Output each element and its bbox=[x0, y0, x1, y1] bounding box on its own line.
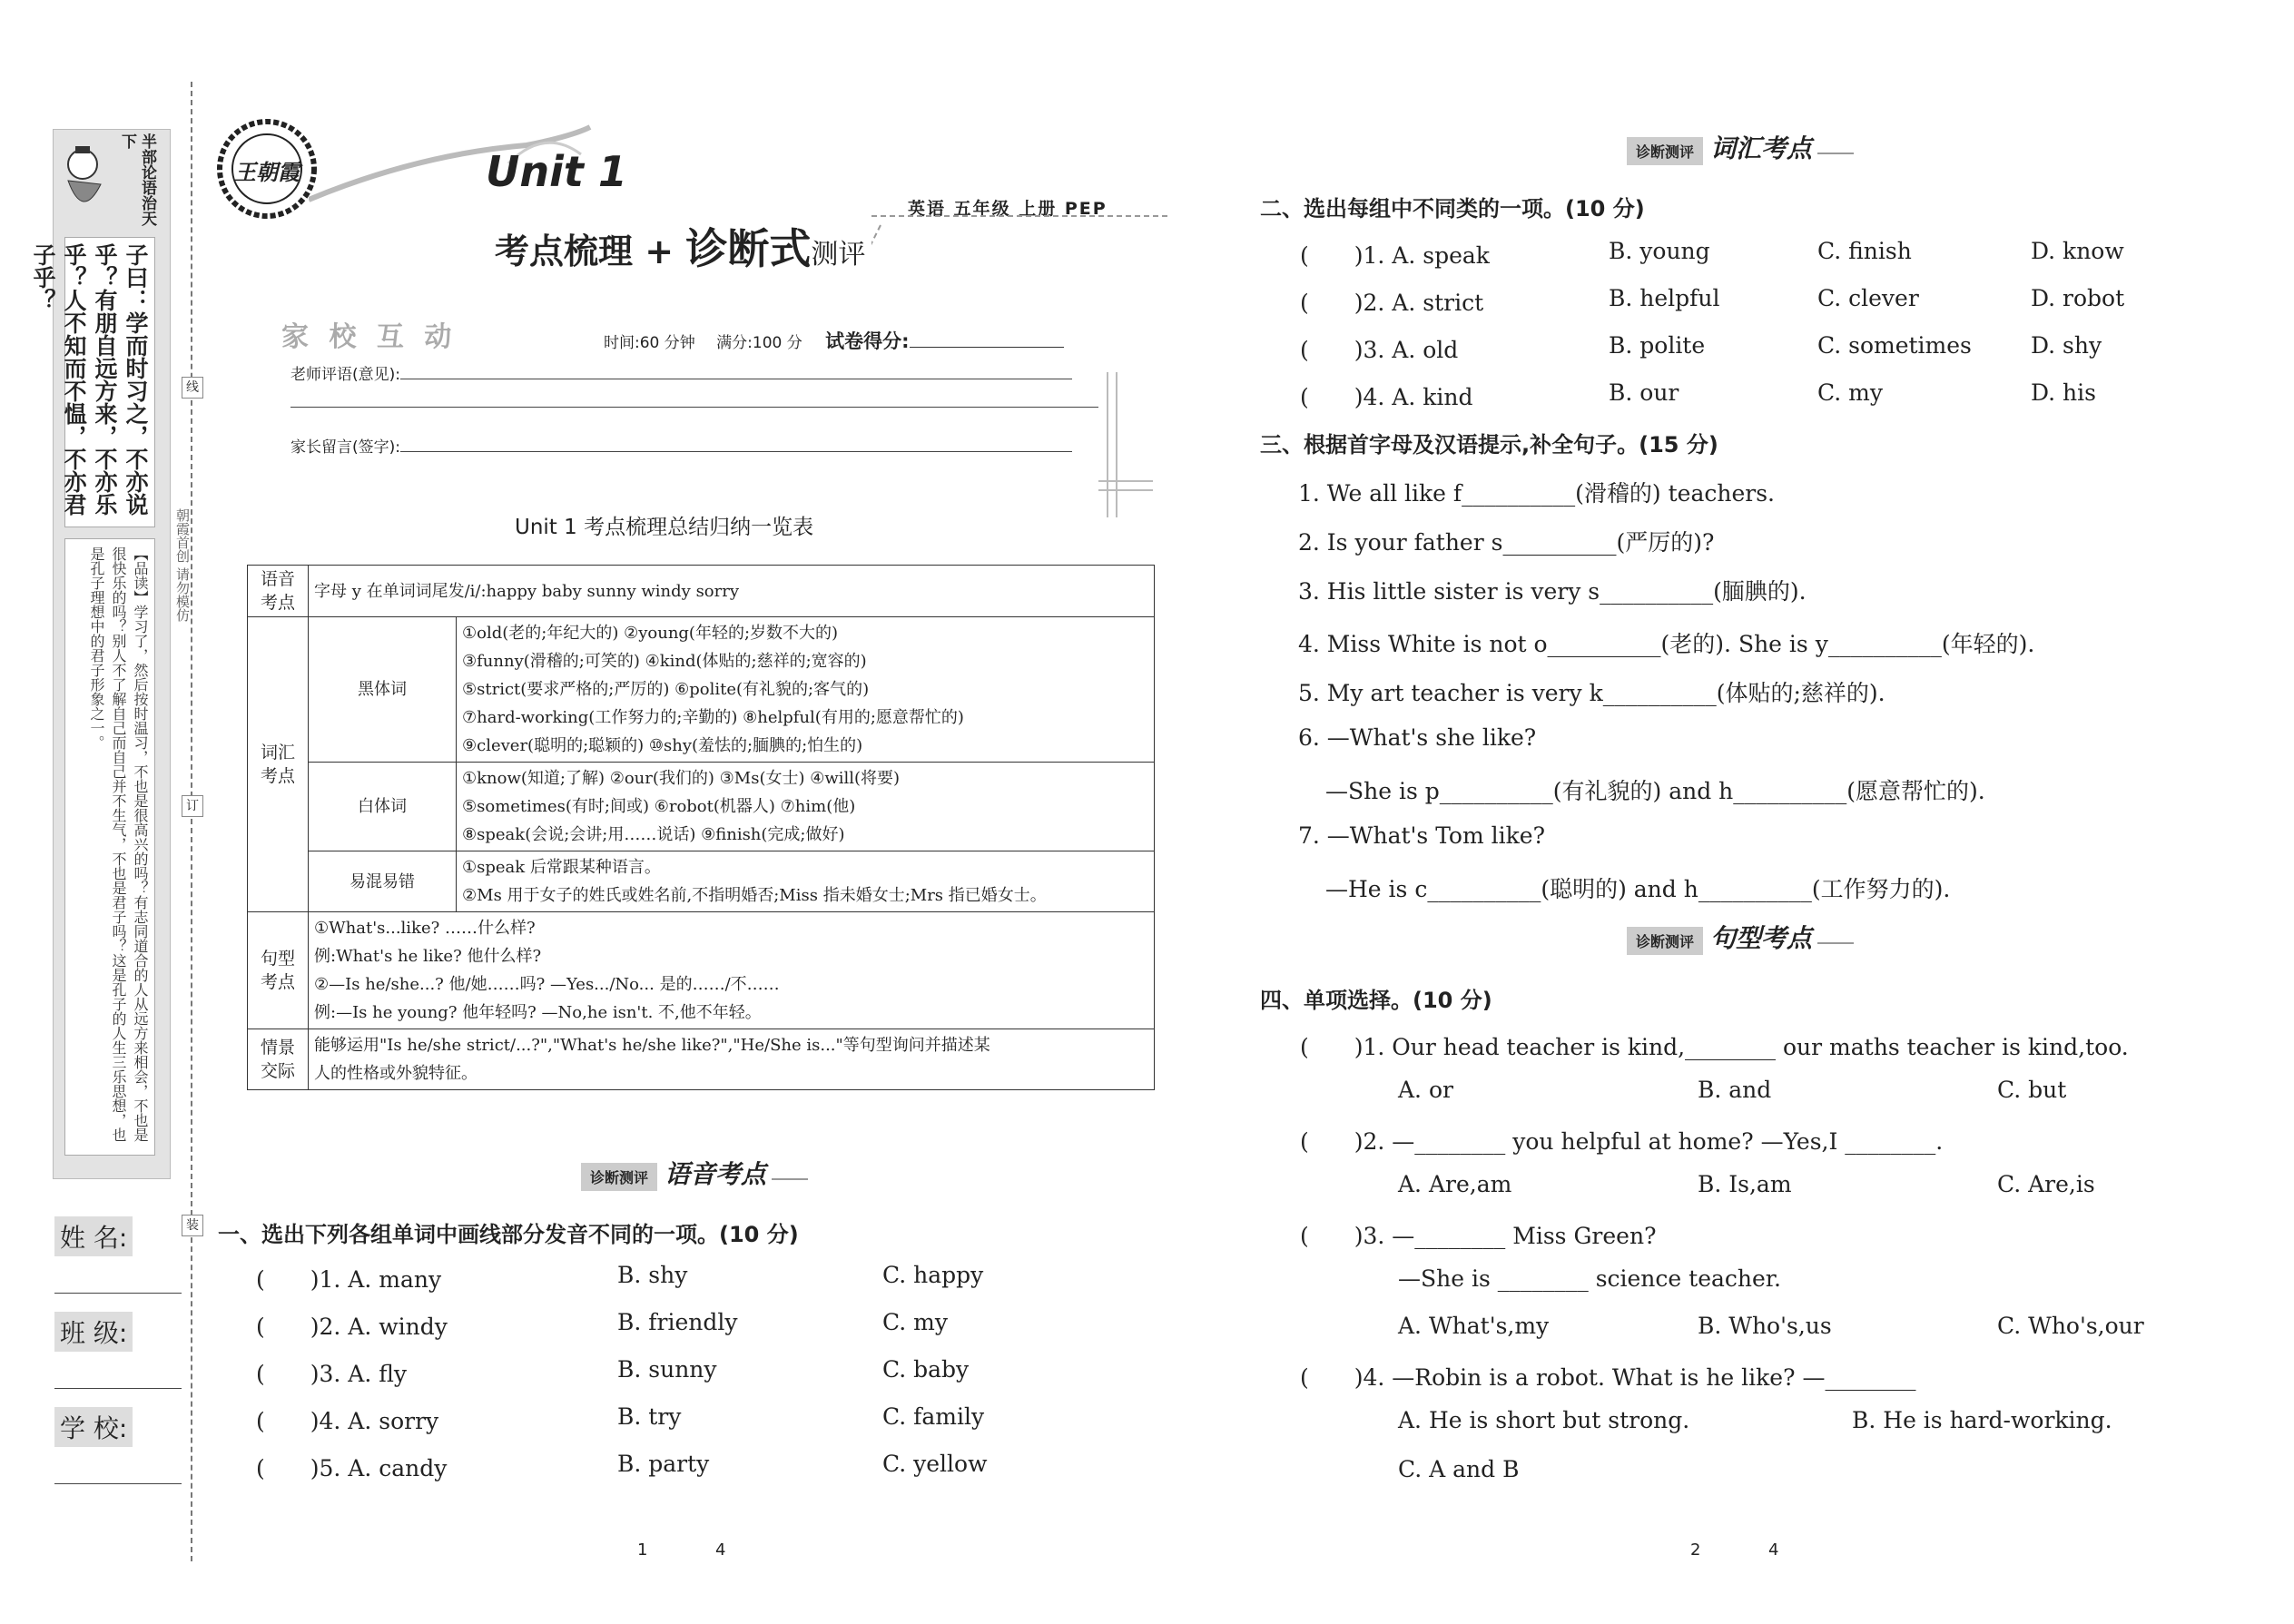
list-item: ③funny(滑稽的;可笑的) ④kind(体贴的;慈祥的;宽容的) bbox=[462, 652, 867, 671]
option-text: B. Is,am bbox=[1698, 1171, 1792, 1197]
quote-reading: 【品读】学习了，然后按时温习，不也是很高兴的吗？有志同道合的人从远方来相会，不也是很快乐的吗？别人不了解自己而自己并不生气，不也是君子吗？这是孔子的人生三乐思想，也是孔子理想中的君子形象之一。 bbox=[64, 538, 155, 1156]
exam-meta bbox=[604, 327, 1064, 354]
table-row bbox=[248, 617, 1155, 763]
page-number-left-a: 1 bbox=[637, 1540, 648, 1560]
score-label: 试卷得分: bbox=[825, 330, 910, 352]
banner-text: 句型考点 bbox=[1710, 923, 1813, 953]
sentence-head: 句型考点 bbox=[248, 912, 309, 1029]
list-item: ①What's...like? ……什么样? bbox=[314, 919, 536, 938]
home-school-label: 家 校 互 动 bbox=[281, 321, 458, 353]
option-text: B. polite bbox=[1609, 332, 1706, 359]
option-text: ( )2. A. windy bbox=[256, 1314, 448, 1340]
bold-head: 黑体词 bbox=[309, 617, 457, 763]
part3-line-2: 2. Is your father s__________(严厉的)? bbox=[1298, 529, 1715, 556]
part3-line-3: 3. His little sister is very s__________(腼腆的). bbox=[1298, 578, 1807, 605]
banner-box: 诊断测评 bbox=[581, 1163, 657, 1191]
arrow-icon bbox=[772, 1178, 808, 1180]
title-part-a: 考点梳理 bbox=[495, 231, 634, 271]
option-text: ( )5. A. candy bbox=[256, 1455, 448, 1481]
list-item: 例:—Is he young? 他年轻吗? —No,he isn't. 不,他不年轻。 bbox=[314, 1003, 762, 1022]
confucius-quote: 子曰：学而时习之，不亦说乎？有朋自远方来，不亦乐乎？人不知而不愠，不亦君子乎？ bbox=[64, 237, 155, 527]
option-text: ( )4. A. kind bbox=[1300, 384, 1473, 410]
binding-line bbox=[191, 82, 192, 1561]
option-text: C. yellow bbox=[882, 1451, 988, 1477]
summary-title: Unit 1 考点梳理总结归纳一览表 bbox=[515, 516, 814, 539]
phonics-cell: 字母 y 在单词词尾发/i/:happy baby sunny windy sorry bbox=[309, 566, 1155, 617]
cut-mark-3: 装 bbox=[182, 1215, 203, 1236]
part4-q4: ( )4. —Robin is a robot. What is he like? —________ bbox=[1300, 1364, 1916, 1391]
score-input[interactable] bbox=[910, 347, 1064, 348]
option-text: B. helpful bbox=[1609, 285, 1720, 311]
option-text: B. and bbox=[1698, 1077, 1772, 1103]
vocab-banner bbox=[1627, 129, 1854, 163]
option-text: ( )2. A. strict bbox=[1300, 290, 1484, 316]
option-text: B. shy bbox=[617, 1262, 688, 1288]
exam-full-score: 满分:100 分 bbox=[716, 334, 802, 352]
part4-q3-line2: —She is ________ science teacher. bbox=[1398, 1265, 1781, 1292]
page-title bbox=[495, 216, 865, 276]
option-text: D. know bbox=[2031, 238, 2124, 264]
cut-mark-2: 订 bbox=[182, 795, 203, 817]
banner-text: 词汇考点 bbox=[1710, 133, 1813, 163]
part4-q4-option-c: C. A and B bbox=[1398, 1456, 1520, 1482]
part3-title: 三、根据首字母及汉语提示,补全句子。(15 分) bbox=[1260, 432, 1718, 458]
sentence-banner bbox=[1627, 919, 1854, 953]
option-text: ( )3. A. old bbox=[1300, 337, 1459, 363]
answer-line[interactable] bbox=[54, 1355, 182, 1389]
logo-text: 王朝霞 bbox=[234, 159, 300, 185]
list-item: ⑧speak(会说;会讲;用……说话) ⑨finish(完成;做好) bbox=[462, 825, 845, 844]
list-item: ①old(老的;年纪大的) ②young(年轻的;岁数不大的) bbox=[462, 624, 839, 643]
brand-logo bbox=[216, 118, 318, 220]
page-number-left-b: 4 bbox=[715, 1540, 726, 1560]
class-field[interactable] bbox=[54, 1312, 182, 1389]
option-text: B. Who's,us bbox=[1698, 1313, 1832, 1339]
list-item: ⑦hard-working(工作努力的;辛勤的) ⑧helpful(有用的;愿意帮忙的) bbox=[462, 708, 964, 727]
option-text: A. What's,my bbox=[1398, 1313, 1550, 1339]
title-part-c: 测评 bbox=[811, 239, 866, 271]
summary-table bbox=[247, 565, 1155, 1090]
list-item: ①speak 后常跟某种语言。 bbox=[462, 858, 661, 877]
page-number-right-b: 4 bbox=[1768, 1540, 1779, 1560]
phonics-head: 语音考点 bbox=[248, 566, 309, 617]
list-item: ⑤strict(要求严格的;严厉的) ⑥polite(有礼貌的;客气的) bbox=[462, 680, 870, 699]
title-plus: + bbox=[645, 231, 674, 271]
page-number-right-a: 2 bbox=[1690, 1540, 1701, 1560]
list-item: ⑤sometimes(有时;间或) ⑥robot(机器人) ⑦him(他) bbox=[462, 797, 856, 816]
option-text: C. my bbox=[1817, 379, 1883, 406]
table-row bbox=[248, 851, 1155, 912]
banner-box: 诊断测评 bbox=[1627, 927, 1703, 955]
list-item: ①know(知道;了解) ②our(我们的) ③Ms(女士) ④will(将要) bbox=[462, 769, 901, 788]
title-part-b: 诊断式 bbox=[685, 224, 812, 273]
table-row bbox=[248, 763, 1155, 851]
option-text: C. Are,is bbox=[1997, 1171, 2095, 1197]
option-text: C. baby bbox=[882, 1356, 970, 1383]
option-text: ( )4. A. sorry bbox=[256, 1408, 439, 1434]
option-text: A. or bbox=[1398, 1077, 1453, 1103]
list-item: ②—Is he/she...? 他/她……吗? —Yes.../No... 是的……/不…… bbox=[314, 975, 780, 994]
part3-line-6: 6. —What's she like? bbox=[1298, 724, 1537, 751]
option-text: ( )1. A. many bbox=[256, 1266, 442, 1293]
part4-title: 四、单项选择。(10 分) bbox=[1260, 988, 1492, 1013]
answer-line[interactable] bbox=[54, 1260, 182, 1294]
option-text: D. shy bbox=[2031, 332, 2102, 359]
scene-cell bbox=[309, 1029, 1155, 1090]
bold-cell bbox=[457, 617, 1155, 763]
option-text: C. finish bbox=[1817, 238, 1912, 264]
option-text: A. Are,am bbox=[1398, 1171, 1512, 1197]
part3-line-1: 1. We all like f__________(滑稽的) teachers. bbox=[1298, 480, 1776, 507]
option-text: ( )3. A. fly bbox=[256, 1361, 408, 1387]
part4-q1: ( )1. Our head teacher is kind,________ our maths teacher is kind,too. bbox=[1300, 1034, 2129, 1060]
white-head: 白体词 bbox=[309, 763, 457, 851]
confuse-cell bbox=[457, 851, 1155, 912]
answer-line[interactable] bbox=[54, 1451, 182, 1484]
teacher-comment-line[interactable] bbox=[290, 361, 1108, 384]
option-text: B. try bbox=[617, 1403, 682, 1430]
part2-title: 二、选出每组中不同类的一项。(10 分) bbox=[1260, 196, 1645, 221]
part3-line-4: 4. Miss White is not o__________(老的). She is y__________(年轻的). bbox=[1298, 631, 2035, 657]
list-item: 人的性格或外貌特征。 bbox=[314, 1064, 478, 1083]
table-row bbox=[248, 912, 1155, 1029]
scene-head: 情景交际 bbox=[248, 1029, 309, 1090]
sentence-cell bbox=[309, 912, 1155, 1029]
list-item: 能够运用"Is he/she strict/...?","What's he/she like?","He/She is..."等句型询问并描述某 bbox=[314, 1036, 990, 1055]
part1-title: 一、选出下列各组单词中画线部分发音不同的一项。(10 分) bbox=[218, 1222, 799, 1247]
option-text: A. He is short but strong. bbox=[1398, 1407, 1690, 1433]
option-text: D. robot bbox=[2031, 285, 2125, 311]
part3-line-8: 7. —What's Tom like? bbox=[1298, 822, 1545, 849]
school-label: 学 校: bbox=[54, 1407, 133, 1447]
cut-mark-1: 线 bbox=[182, 377, 203, 399]
option-text: C. happy bbox=[882, 1262, 984, 1288]
list-item: 例:What's he like? 他什么样? bbox=[314, 947, 542, 966]
sidebar-header bbox=[54, 130, 170, 230]
table-row bbox=[248, 1029, 1155, 1090]
answer-line[interactable] bbox=[400, 451, 1072, 452]
parent-note-line[interactable] bbox=[290, 434, 1108, 457]
vocab-head: 词汇考点 bbox=[248, 617, 309, 912]
book-tag: 英语 五年级 上册 PEP bbox=[908, 199, 1108, 219]
confuse-head: 易混易错 bbox=[309, 851, 457, 912]
phonics-banner bbox=[581, 1155, 808, 1189]
exam-time: 时间:60 分钟 bbox=[604, 334, 695, 352]
corner-lines bbox=[1098, 372, 1153, 527]
option-text: C. sometimes bbox=[1817, 332, 1972, 359]
banner-box: 诊断测评 bbox=[1627, 137, 1703, 165]
teacher-comment-label: 老师评语(意见): bbox=[290, 366, 400, 384]
option-text: D. his bbox=[2031, 379, 2096, 406]
option-text: B. our bbox=[1609, 379, 1679, 406]
part4-q3: ( )3. —________ Miss Green? bbox=[1300, 1223, 1657, 1249]
table-row bbox=[248, 566, 1155, 617]
copyright-note: 朝霞首创 请勿模仿 bbox=[174, 508, 191, 622]
part3-line-5: 5. My art teacher is very k__________(体贴的;慈祥的). bbox=[1298, 680, 1885, 706]
option-text: C. clever bbox=[1817, 285, 1919, 311]
option-text: B. sunny bbox=[617, 1356, 717, 1383]
sidebar bbox=[30, 129, 171, 1179]
option-text: C. my bbox=[882, 1309, 948, 1335]
option-text: C. but bbox=[1997, 1077, 2067, 1103]
unit-title: Unit 1 bbox=[486, 147, 627, 196]
white-cell bbox=[457, 763, 1155, 851]
option-text: C. Who's,our bbox=[1997, 1313, 2144, 1339]
part3-line-7: —She is p__________(有礼貌的) and h__________(愿意帮忙的). bbox=[1325, 778, 1985, 804]
parent-note-label: 家长留言(签字): bbox=[290, 438, 400, 457]
school-field[interactable] bbox=[54, 1407, 182, 1484]
part3-line-9: —He is c__________(聪明的) and h__________(工作努力的). bbox=[1325, 876, 1951, 902]
header-rule bbox=[871, 189, 1180, 289]
option-text: B. young bbox=[1609, 238, 1710, 264]
arrow-icon bbox=[1817, 942, 1854, 944]
part4-q2: ( )2. —________ you helpful at home? —Yes,I ________. bbox=[1300, 1128, 1944, 1155]
teacher-comment-line-2[interactable] bbox=[290, 407, 1098, 408]
list-item: ⑨clever(聪明的;聪颖的) ⑩shy(羞怯的;腼腆的;怕生的) bbox=[462, 736, 863, 755]
name-label: 姓 名: bbox=[54, 1216, 133, 1256]
class-label: 班 级: bbox=[54, 1312, 133, 1352]
list-item: ②Ms 用于女子的姓氏或姓名前,不指明婚否;Miss 指未婚女士;Mrs 指已婚女士。 bbox=[462, 886, 1047, 905]
option-text: B. He is hard-working. bbox=[1852, 1407, 2112, 1433]
banner-text: 语音考点 bbox=[665, 1159, 767, 1189]
option-text: B. party bbox=[617, 1451, 710, 1477]
arrow-icon bbox=[1817, 153, 1854, 154]
name-field[interactable] bbox=[54, 1216, 182, 1294]
option-text: ( )1. A. speak bbox=[1300, 242, 1490, 269]
option-text: B. friendly bbox=[617, 1309, 738, 1335]
option-text: C. family bbox=[882, 1403, 985, 1430]
sidebar-header-text: 半部论语治天下 bbox=[118, 133, 156, 226]
